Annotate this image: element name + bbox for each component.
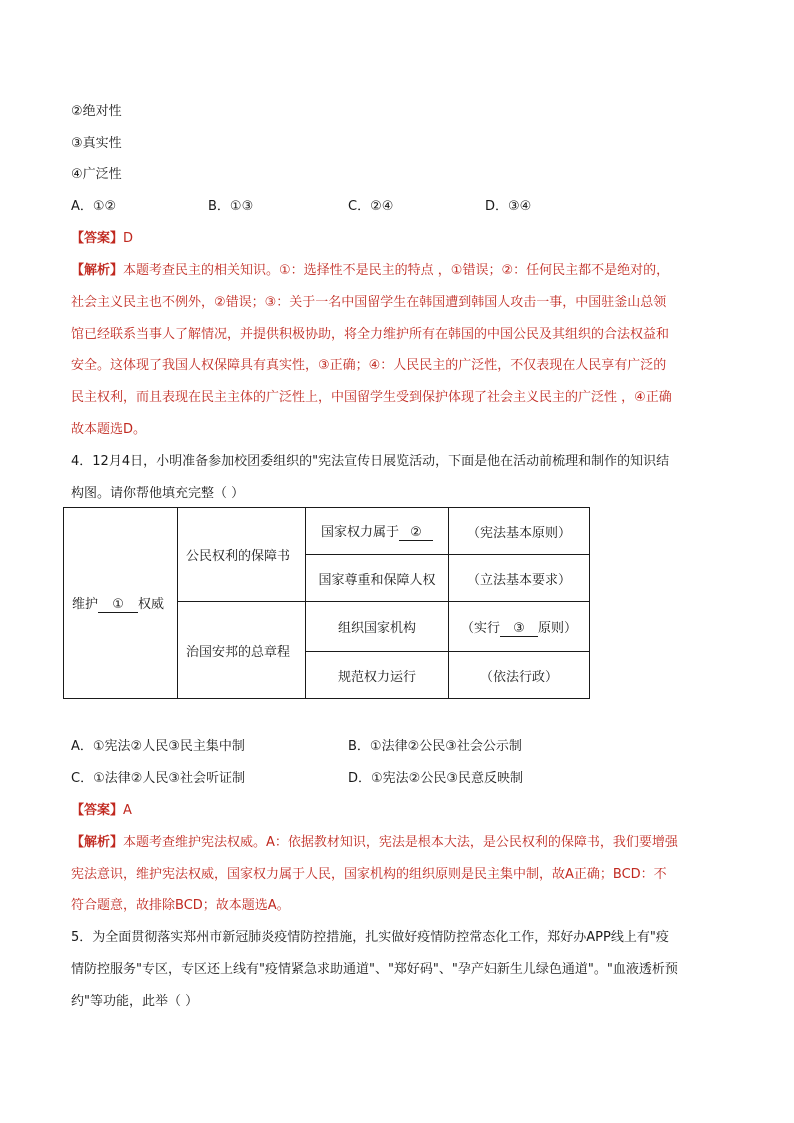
analysis-tag: 【解析】: [71, 263, 124, 278]
choice-row: [71, 198, 531, 216]
right-cell: （实行 ③ 原则）: [449, 602, 590, 652]
branch-cell: 治国安邦的总章程: [178, 602, 306, 699]
choice-b: B．①③: [208, 199, 254, 214]
analysis-line: 安全。这体现了我国人权保障具有真实性，③正确；④：人民民主的广泛性，不仅表现在人民享有广泛的: [71, 358, 667, 373]
choice-d: D．③④: [485, 199, 532, 214]
question-stem: 约"等功能，此举（ ）: [71, 994, 199, 1009]
choice-d: D．①宪法②公民③民意反映制: [348, 771, 523, 786]
right-cell: （宪法基本原则）: [449, 508, 590, 555]
right-cell: （依法行政）: [449, 652, 590, 699]
option-item: ②绝对性: [71, 104, 122, 119]
analysis-line: 馆已经联系当事人了解情况，并提供积极协助，将全力维护所有在韩国的中国公民及其组织的合法权益和: [71, 327, 670, 342]
branch-cell: 公民权利的保障书: [178, 508, 306, 602]
mid-cell: 规范权力运行: [306, 652, 449, 699]
choice-c: C．①法律②人民③社会听证制: [71, 771, 246, 786]
question-stem: 5．为全面贯彻落实郑州市新冠肺炎疫情防控措施，扎实做好疫情防控常态化工作，郑好办APP线上有"疫: [71, 930, 669, 945]
analysis-line: 【解析】本题考查维护宪法权威。A：依据教材知识，宪法是根本大法，是公民权利的保障书，我们要增强: [71, 835, 678, 850]
option-item: ④广泛性: [71, 167, 122, 182]
answer-line: [71, 802, 132, 820]
question-stem: 情防控服务"专区，专区还上线有"疫情紧急求助通道"、"郑好码"、"孕产妇新生儿绿色通道"。"血液透析预: [71, 962, 678, 977]
right-cell: （立法基本要求）: [449, 555, 590, 602]
choice-b: B．①法律②公民③社会公示制: [348, 739, 522, 754]
answer-tag: 【答案】: [71, 803, 124, 818]
blank-1: ①: [98, 597, 138, 613]
blank-3: ③: [500, 621, 538, 637]
question-stem: 构图。请你帮他填充完整（ ）: [71, 486, 245, 501]
answer-value: D: [123, 231, 134, 246]
option-item: ③真实性: [71, 136, 122, 151]
analysis-line: 故本题选D。: [71, 422, 147, 437]
question-stem: 4．12月4日，小明准备参加校团委组织的"宪法宣传日展览活动，下面是他在活动前梳理和制作的知识结: [71, 454, 670, 469]
analysis-line: 民主权利，而且表现在民主主体的广泛性上，中国留学生受到保护体现了社会主义民主的广泛性 ，④正确: [71, 390, 672, 405]
choice-row: [71, 738, 522, 756]
answer-tag: 【答案】: [71, 231, 124, 246]
mid-cell: 组织国家机构: [306, 602, 449, 652]
analysis-line: 符合题意，故排除BCD；故本题选A。: [71, 898, 290, 913]
analysis-line: 宪法意识，维护宪法权威，国家权力属于人民，国家机构的组织原则是民主集中制，故A正确；BCD：不: [71, 867, 667, 882]
choice-c: C．②④: [348, 199, 394, 214]
knowledge-structure-table: [63, 507, 590, 699]
choice-a: A．①②: [71, 199, 117, 214]
choice-row: [71, 770, 523, 788]
analysis-tag: 【解析】: [71, 835, 124, 850]
mid-cell: 国家权力属于 ②: [306, 508, 449, 555]
answer-value: A: [123, 803, 132, 818]
analysis-line: 社会主义民主也不例外，②错误；③：关于一名中国留学生在韩国遭到韩国人攻击一事，中国驻釜山总领: [71, 295, 667, 310]
mid-cell: 国家尊重和保障人权: [306, 555, 449, 602]
root-cell: 维护 ① 权威: [64, 508, 178, 699]
analysis-line: 【解析】本题考查民主的相关知识。①：选择性不是民主的特点 ，①错误；②：任何民主都不是绝对的，: [71, 263, 670, 278]
blank-2: ②: [399, 525, 433, 541]
choice-a: A．①宪法②人民③民主集中制: [71, 739, 245, 754]
answer-line: [71, 230, 133, 248]
